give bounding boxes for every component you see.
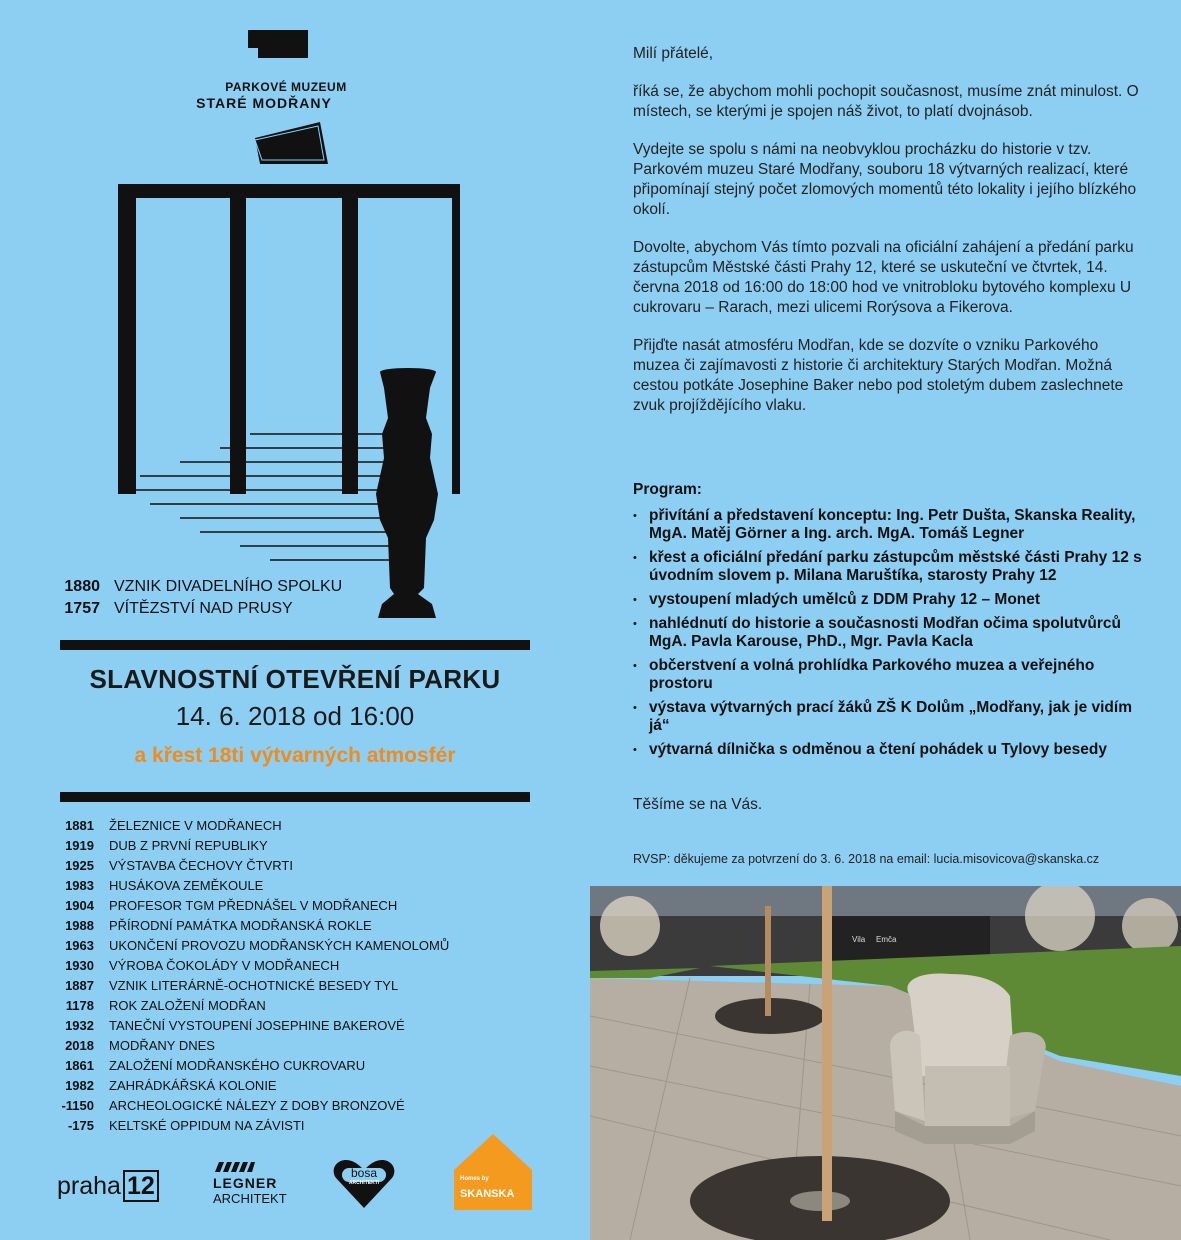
timeline-row: 1887 VZNIK LITERÁRNĚ-OCHOTNICKÉ BESEDY TYL	[65, 978, 399, 993]
divider-bar-top	[60, 640, 530, 650]
timeline-row: 1930 VÝROBA ČOKOLÁDY V MODŘANECH	[65, 958, 340, 973]
timeline-row: -1150 ARCHEOLOGICKÉ NÁLEZY Z DOBY BRONZOVÉ	[61, 1098, 405, 1113]
legner-stripes-icon	[215, 1162, 255, 1172]
paragraph: Přijďte nasát atmosféru Modřan, kde se dozvíte o vzniku Parkového muzea či zajímavosti z historie či architektury Starých Modřan. Možná cestou potkáte Josephine Baker nebo pod stoletým dubem zaslechnete zvuk projíždějícího vlaku.	[633, 337, 1124, 414]
timeline-row: 1963 UKONČENÍ PROVOZU MODŘANSKÝCH KAMENOLOMŮ	[65, 938, 450, 953]
timeline-row: -175 KELTSKÉ OPPIDUM NA ZÁVISTI	[67, 1118, 305, 1133]
top-year-row: 1757 VÍTĚZSTVÍ NAD PRUSY	[64, 600, 293, 617]
event-date: 14. 6. 2018 od 16:00	[175, 701, 415, 731]
program-item: • křest a oficiální předání parku zástupcům městské části Prahy 12 s úvodním slovem p. Milana Maruštíka, starosty Prahy 12	[633, 549, 1148, 585]
timeline-row: 1881 ŽELEZNICE V MODŘANECH	[65, 818, 282, 833]
program-list	[633, 507, 1148, 765]
event-title: SLAVNOSTNÍ OTEVŘENÍ PARKU	[89, 664, 501, 694]
timeline-list	[40, 816, 560, 1136]
logo-line-1: PARKOVÉ MUZEUM	[225, 80, 347, 94]
program-item: • vystoupení mladých umělců z DDM Prahy 12 – Monet	[633, 591, 1148, 609]
event-subtitle: a křest 18ti výtvarných atmosfér	[134, 744, 456, 767]
praha12-logo: praha 12	[57, 1172, 159, 1201]
svg-text:Vila: Vila	[852, 935, 866, 944]
program-heading: Program:	[633, 481, 702, 498]
svg-text:Emča: Emča	[876, 935, 897, 944]
program-item: • nahlédnutí do historie a současnosti Modřan očima spolutvůrců MgA. Pavla Karouse, PhD., Mgr. Pavla Kacla	[633, 615, 1148, 651]
logo-line-2: STARÉ MODŘANY	[196, 95, 332, 111]
house-icon	[454, 1134, 532, 1212]
timeline-row: 1925 VÝSTAVBA ČECHOVY ČTVRTI	[65, 858, 293, 873]
timeline-row: 1983 HUSÁKOVA ZEMĚKOULE	[65, 878, 264, 893]
program-item: • přivítání a představení konceptu: Ing. Petr Dušta, Skanska Reality, MgA. Matěj Görner a Ing. arch. MgA. Tomáš Legner	[633, 507, 1148, 543]
skanska-logo: Homes by SKANSKA	[454, 1134, 532, 1212]
timeline-row: 1932 TANEČNÍ VYSTOUPENÍ JOSEPHINE BAKEROVÉ	[65, 1018, 405, 1033]
divider-bar-bottom	[60, 792, 530, 802]
museum-logo-icon	[248, 30, 310, 65]
timeline-row: 1919 DUB Z PRVNÍ REPUBLIKY	[65, 838, 268, 853]
timeline-row: 1982 ZAHRÁDKÁŘSKÁ KOLONIE	[65, 1078, 277, 1093]
bosa-logo: bosa ARCHITEKTI	[332, 1158, 396, 1210]
program-item: • občerstvení a volná prohlídka Parkového muzea a veřejného prostoru	[633, 657, 1148, 693]
closing-line: Těšíme se na Vás.	[633, 796, 763, 813]
timeline-row: 1988 PŘÍRODNÍ PAMÁTKA MODŘANSKÁ ROKLE	[65, 918, 372, 933]
paragraph: říká se, že abychom mohli pochopit současnost, musíme znát minulost. O místech, se kterými je spojen náš život, to platí dvojnásob.	[633, 83, 1139, 120]
top-year-row: 1880 VZNIK DIVADELNÍHO SPOLKU	[64, 578, 343, 595]
legner-logo: LEGNER ARCHITEKT	[213, 1162, 287, 1206]
museum-gate-illustration	[100, 118, 460, 638]
timeline-row: 2018 MODŘANY DNES	[65, 1038, 215, 1053]
timeline-row: 1178 ROK ZALOŽENÍ MODŘAN	[65, 998, 266, 1013]
program-item: • výstava výtvarných prací žáků ZŠ K Dolům „Modřany, jak je vidím já“	[633, 699, 1148, 735]
paragraph: Vydejte se spolu s námi na neobvyklou procházku do historie v tzv. Parkovém muzeu Staré Modřany, souboru 18 výtvarných realizací, které připomínají stejný počet zlomových momentů této lokality i jejího blízkého okolí.	[633, 141, 1137, 218]
tilted-slab-shape	[255, 122, 328, 164]
paragraph: Dovolte, abychom Vás tímto pozvali na oficiální zahájení a předání parku zástupcům Městské části Prahy 12, které se uskuteční ve čtvrtek, 14. června 2018 od 16:00 do 18:00 hod ve vnitrobloku bytového komplexu U cukrovaru – Rarach, mezi ulicemi Rorýsova a Fikerova.	[633, 239, 1134, 316]
timeline-row: 1904 PROFESOR TGM PŘEDNÁŠEL V MODŘANECH	[65, 898, 398, 913]
park-photo	[590, 886, 1181, 1240]
greeting: Milí přátelé,	[633, 45, 714, 62]
timeline-row: 1861 ZALOŽENÍ MODŘANSKÉHO CUKROVARU	[65, 1058, 366, 1073]
program-item: • výtvarná dílnička s odměnou a čtení pohádek u Tylovy besedy	[633, 741, 1148, 759]
statue-shape	[376, 368, 438, 618]
rsvp-line: RVSP: děkujeme za potvrzení do 3. 6. 2018 na email: lucia.misovicova@skanska.cz	[633, 852, 1100, 866]
letter-body	[633, 44, 1148, 434]
